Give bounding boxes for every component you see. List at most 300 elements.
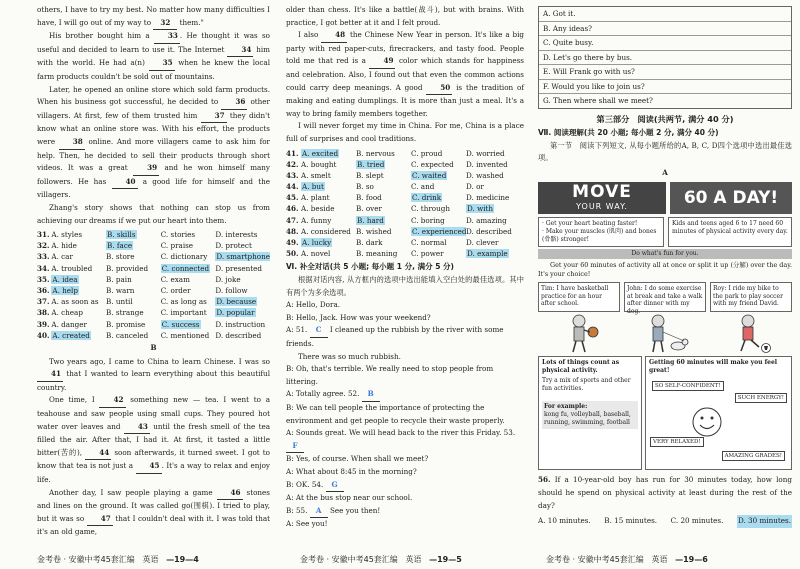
footer-subject: 英语 [651,555,668,564]
option [411,248,466,259]
option [106,229,161,240]
dialogue-line: A: Sounds great. We will head back to the river this Friday. 53. F [286,427,524,453]
ad-info-boxes [538,217,792,247]
option-text: A. funny [301,215,332,225]
option-text: D. clever [466,238,499,248]
option [215,229,270,240]
option-text: C. and [411,182,435,192]
dialogue-line: A: What about 8:45 in the morning? [286,466,417,476]
question-number: 43. [286,170,299,180]
question-number: 42. [286,159,299,169]
option-text: B. store [106,252,135,262]
option-text: B. wished [356,226,392,236]
option-text: B. hard [357,215,384,225]
option-text: A. hide [51,241,77,251]
option [411,159,466,170]
option-text: C. power [411,249,444,259]
option-text: A. excited [302,148,339,158]
option [466,170,521,181]
option-text: C. order [160,286,191,296]
option [51,229,106,240]
option-text: C. praise [160,241,194,251]
option-row [286,148,524,159]
option [161,229,216,240]
benefit-tag: AMAZING GRADES! [722,451,785,461]
blank-44: 44 [85,447,111,461]
option-text: C. exam [160,274,190,284]
option [466,237,521,248]
option-text: C. mentioned [160,330,210,340]
option-text: A. considered [301,226,351,236]
option-row [286,203,524,214]
option-text: B. slept [356,170,384,180]
option-row [286,181,524,192]
blank-40: 40 [112,176,138,190]
option [215,240,270,251]
option-row [37,307,270,318]
dialogue-line: B: We can tell people the importance of protecting the environment and get people to recycle their waste properly. [286,402,505,425]
option [356,215,411,226]
paragraph: His brother bought him a 33 . He thought it was so useful and decided to learn to use it. The Internet 34 him with the world. He had a(n) 35 when he knew the local farm products couldn't be sold out of mountains. [37,31,271,81]
option [466,181,521,192]
blank-45: 45 [136,460,162,474]
option-text: A. lucky [302,238,332,248]
option-text: D. described [215,330,262,340]
paragraph: I will never forget my time in China. For me, China is a place full of surprises and cool traditions. [286,121,524,143]
option-row [37,296,270,307]
question-number: 32. [37,241,50,251]
option [106,307,161,318]
option [106,330,161,341]
dialogue [286,299,524,531]
option [301,226,356,237]
option-text: A. car [51,252,73,262]
option-text: B. dark [356,238,383,248]
dialogue-line: B: 55. A See you then! [286,505,524,519]
q56-option: D. 30 minutes. [737,515,792,528]
dialogue-answer: A [310,505,328,519]
option [466,226,521,237]
question-number: 41. [286,148,299,158]
option [161,240,216,251]
blank-46: 46 [217,487,243,501]
option-text: D. with [467,204,494,214]
option-text: A. plant [301,193,330,203]
blank-37: 37 [201,110,227,124]
option [301,159,356,170]
option [106,319,161,330]
blank-48: 48 [321,29,347,43]
paragraph: Another day, I saw people playing a game 46 stones and lines on the ground. It was called go(围棋). I tried to play, but it was so 47 that I couldn't deal with it. I was told that it's an old game, [37,487,270,537]
footer-page: —19—6 [675,555,708,564]
paragraph: Later, he opened an online store which sold farm products. When his business got successful, he decided to 36 other villagers. At first, few of them trusted him 37 they didn't know what an online store was. With his effort, the products were 38 online. And more villagers came to ask him for help. Then, he decided to sell their products through short videos. It was a great 39 and he won himself many followers. He has 40 a good life for himself and the villagers. [37,84,271,200]
option [301,203,356,214]
option [106,296,161,307]
option-text: A. danger [51,319,87,329]
walking-dog-icon [624,312,706,354]
option-text: C. as long as [160,297,207,307]
option-text: D. instruction [215,319,266,329]
option-text: B. over [356,204,382,214]
option-text: C. drink [412,193,442,203]
dialogue-answer: B [362,388,380,402]
option [161,307,216,318]
option-text: D. washed [466,170,504,180]
option [301,181,356,192]
kids-panel [538,282,792,354]
question-number: 37. [37,297,50,307]
kid-roy: Roy: I ride my bike to the park to play soccer with my friend David. [710,282,792,354]
option [161,274,216,285]
option-row [286,226,524,237]
choice-item: F. Would you like to join us? [539,80,791,95]
paragraph: older than chess. It's like a battle(战斗), but with brains. With practice, I got better at it and I felt proud. [286,5,524,27]
option-text: D. or [466,182,484,192]
question-number: 33. [37,252,50,262]
tips-box: · Get your heart beating faster! · Make your muscles (肌肉) and bones (骨骼) stronger! [538,217,664,247]
option-row [286,159,524,170]
activity-info [538,356,792,470]
question-56-options [538,515,792,528]
passage-b-text [37,356,270,539]
option [301,237,356,248]
option-text: A. beside [301,204,335,214]
example-box: For example: kong fu, volleyball, baseball, running, swimming, football [542,401,638,429]
option-text: C. connected [161,263,210,273]
option-text: C. dictionary [160,252,208,262]
paragraph: Two years ago, I came to China to learn Chinese. I was so 41 that I wanted to learn everything about this beautiful country. [37,356,270,392]
blank-35: 35 [149,57,175,71]
option-text: B. nervous [356,148,395,158]
page-right [530,0,800,569]
option-text: C. experienced [412,226,466,236]
footer-subject: 英语 [405,555,422,564]
option-text: C. success [161,319,200,329]
option [411,237,466,248]
option-text: B. skills [107,230,136,240]
paragraph: I also 48 the Chinese New Year in person. It's like a big party with red paper-cuts, firecrackers, and tasty food. People told me that red is a 49 color which stands for happiness and celebration. Also, I found out that even the common actions could carry deep meanings. A good 50 is the tradition of making and eating dumplings. It is more than just a meal. It's a way to bring family members together. [286,30,524,118]
sixty-a-day-logo: 60 A DAY! [670,182,792,214]
option [301,215,356,226]
benefit-tag: VERY RELAXED! [650,437,704,447]
option-text: A. idea [52,274,78,284]
ad-banner [538,182,792,214]
dialogue-answer: C [310,324,328,338]
passage-b-continued [286,4,524,146]
question-number: 50. [286,249,299,259]
dialogue-line: A: See you! [286,519,328,529]
footer-title: 金考卷 · 安徽中考45套汇编 [300,555,398,564]
option [411,215,466,226]
option-row [286,192,524,203]
option-text: B. face [107,241,133,251]
option [215,296,270,307]
kid-tim: Tim: I have basketball practice for an hour after school. [538,282,620,354]
option-text: B. food [356,193,382,203]
option [51,263,106,274]
footer-subject: 英语 [142,555,159,564]
option [51,319,106,330]
question-number: 45. [286,193,299,203]
choice-item: B. Any ideas? [539,22,791,37]
blank-49: 49 [369,55,395,69]
blank-32: 32 [153,17,177,31]
basketball-kid-icon [538,312,620,354]
question-number: 44. [286,182,299,192]
option [106,274,161,285]
option [356,148,411,159]
blank-38: 38 [59,136,85,150]
dialogue-line: There was so much rubbish. [298,351,401,361]
option [51,285,106,296]
option-text: B. warn [106,286,135,296]
option-text: B. promise [106,319,146,329]
option [356,170,411,181]
option [106,285,161,296]
option [51,274,106,285]
dialogue-choice-box [538,6,792,109]
option-text: A. but [302,182,324,192]
option-text: A. as soon as [51,297,99,307]
kid-john: John: I do some exercise at break and take a walk after dinner with my dog. [624,282,706,354]
option-text: D. amazing [466,215,507,225]
option-text: B. tried [357,159,385,169]
passage-label: A [662,167,668,177]
option-row [37,229,270,240]
option-text: B. strange [106,308,144,318]
option [466,159,521,170]
footer-title: 金考卷 · 安徽中考45套汇编 [37,555,135,564]
option-text: D. joke [215,274,241,284]
soccer-kid-icon [710,312,792,354]
option [411,203,466,214]
footer-middle [276,554,530,566]
blank-43: 43 [124,421,150,435]
question-text: If a 10-year-old boy has run for 30 minutes today, how long should he spend on physical activity at least during the rest of the day? [538,475,792,510]
option [411,170,466,181]
option-text: C. waited [412,170,447,180]
section-title-dialogue: Ⅵ. 补全对话(共 5 小题; 每小题 1 分, 满分 5 分) [286,262,454,272]
blank-33: 33 [154,30,180,44]
options-31-40 [37,229,270,341]
option-row [37,263,270,274]
choice-item: C. Quite busy. [539,36,791,51]
passage-a-text [37,4,270,227]
option-row [286,170,524,181]
option [106,240,161,251]
option-row [37,285,270,296]
option [161,263,216,274]
option-text: C. proud [411,148,443,158]
option [301,192,356,203]
option-text: C. expected [411,159,454,169]
option [161,251,216,262]
option [411,181,466,192]
q56-option: C. 20 minutes. [670,516,724,526]
option-row [37,274,270,285]
reading-instruction: 第一节 阅读下列短文, 从每小题所给的A, B, C, D四个选项中选出最佳选项。 [538,140,792,163]
option [466,248,521,259]
q56-option: A. 10 minutes. [538,516,591,526]
option-row [286,237,524,248]
paragraph: Zhang's story shows that nothing can stop us from achieving our dreams if we put our heart into them. [37,202,270,225]
option [301,148,356,159]
option [356,159,411,170]
option [356,226,411,237]
blank-41: 41 [37,368,63,382]
footer-title: 金考卷 · 安徽中考45套汇编 [546,555,644,564]
question-number: 31. [37,230,50,240]
option [106,263,161,274]
option-text: B. provided [106,263,149,273]
blank-42: 42 [99,394,125,408]
section-b-label: B [150,342,157,352]
option [51,240,106,251]
option-text: A. troubled [51,263,93,273]
choice-item: D. Let's go there by bus. [539,51,791,66]
option-text: C. stories [160,230,196,240]
q56-option: B. 15 minutes. [604,516,658,526]
activities-box: Lots of things count as physical activity. Try a mix of sports and other fun activities. For example: kong fu, volleyball, baseball, running, swimming, football [538,356,642,470]
part-three-title: 第三部分 阅读(共两节, 满分 40 分) [596,113,734,124]
choice-item: G. Then where shall we meet? [543,96,653,105]
option [466,203,521,214]
option-text: B. canceled [106,330,149,340]
option [161,296,216,307]
dialogue-line: B: Yes, of course. When shall we meet? [286,454,429,464]
option-text: D. smartphone [216,252,270,262]
option-text: D. protect [215,241,252,251]
option [215,285,270,296]
option [356,203,411,214]
option-text: D. invented [466,159,508,169]
option [161,319,216,330]
option [466,215,521,226]
option-text: C. boring [411,215,445,225]
option [356,192,411,203]
option-row [37,319,270,330]
question-number: 34. [37,263,50,273]
ad-intro-line: Get your 60 minutes of activity all at once or split it up (分解) over the day. It's your choice! [538,261,792,279]
paragraph: others, I have to try my best. No matter how many difficulties I have, I will go out of my way to 32 them." [37,4,270,30]
question-number: 38. [37,308,50,318]
dialogue-line: A: Totally agree. 52. B [286,388,524,402]
option [215,330,270,341]
option-row [286,215,524,226]
option-text: D. interests [215,230,258,240]
option-text: C. important [160,308,207,318]
footer-page: —19—4 [166,555,199,564]
option-text: D. worried [466,148,505,158]
reading-section-title: Ⅶ. 阅读理解(共 20 小题; 每小题 2 分, 满分 40 分) [538,128,719,138]
benefits-box: Getting 60 minutes will make you feel great! SO SELF-CONFIDENT! SUCH ENERGY! VERY RELAXED! AMAZING GRADES! [645,356,792,470]
move-logo: MOVE YOUR WAY. [538,182,666,214]
option [215,251,270,262]
option-row [37,240,270,251]
option [215,319,270,330]
option-text: D. because [216,297,257,307]
option-text: A. cheap [51,308,83,318]
question-number: 36. [37,286,50,296]
option [411,226,466,237]
question-number: 49. [286,238,299,248]
option [356,248,411,259]
question-number: 40. [37,330,50,340]
option [356,181,411,192]
page-middle [276,0,530,569]
option-row [37,251,270,262]
dialogue-line: B: Hello, Jack. How was your weekend? [286,312,431,322]
option-text: C. normal [411,238,447,248]
footer-right [530,554,800,566]
option [466,192,521,203]
option-text: A. help [52,286,78,296]
option-text: D. medicine [466,193,510,203]
question-56: 56. If a 10-year-old boy has run for 30 minutes today, how long should he spend on physical activity at least during the rest of the day? A. 10 minutes. B. 15 minutes. C. 20 minutes. D. 30 minutes. [538,474,792,527]
kids-need-box: Kids and teens aged 6 to 17 need 60 minutes of physical activity every day. [668,217,792,247]
option-row [286,248,524,259]
page-left [0,0,276,569]
option-text: D. example [467,249,508,259]
option-text: D. follow [215,286,248,296]
option-text: B. meaning [356,249,398,259]
blank-39: 39 [133,162,159,176]
option-text: B. pain [106,274,132,284]
option-text: D. described [466,226,512,236]
option-text: C. through [411,204,450,214]
option-row [37,330,270,341]
option [161,285,216,296]
dialogue-line: B: OK. 54. G [286,479,524,493]
dialogue-instruction: 根据对话内容, 从方框内的选项中选出能填入空白处的最佳选项。其中有两个为多余选项。 [286,275,524,297]
option-text: A. bought [301,159,337,169]
blank-34: 34 [227,44,253,58]
option [161,330,216,341]
dialogue-line: B: Oh, that's terrible. We really need to stop people from littering. [286,364,494,386]
option-text: A. smelt [301,170,331,180]
option [301,170,356,181]
option-text: A. novel [301,249,331,259]
question-number: 47. [286,215,299,225]
question-number: 35. [37,274,50,284]
choice-item: A. Got it. [539,7,791,22]
dialogue-line: A: Hello, Dora. [286,300,341,310]
option [51,296,106,307]
option [51,307,106,318]
option-text: A. created [52,330,90,340]
blank-47: 47 [87,513,113,527]
option [215,307,270,318]
benefit-tag: SUCH ENERGY! [735,393,787,403]
option [215,263,270,274]
question-number: 39. [37,319,50,329]
option-text: D. popular [216,308,255,318]
option [51,330,106,341]
option-text: B. so [356,182,374,192]
option [411,192,466,203]
footer-page: —19—5 [429,555,462,564]
option-text: A. styles [51,230,83,240]
option-text: B. until [106,297,133,307]
option [106,251,161,262]
options-41-50 [286,148,524,260]
dialogue-answer: G [326,479,344,493]
option [301,248,356,259]
question-number: 46. [286,204,299,214]
question-number: 48. [286,226,299,236]
dialogue-line: A: 51. C I cleaned up the rubbish by the river with some friends. [286,325,504,348]
option [356,237,411,248]
